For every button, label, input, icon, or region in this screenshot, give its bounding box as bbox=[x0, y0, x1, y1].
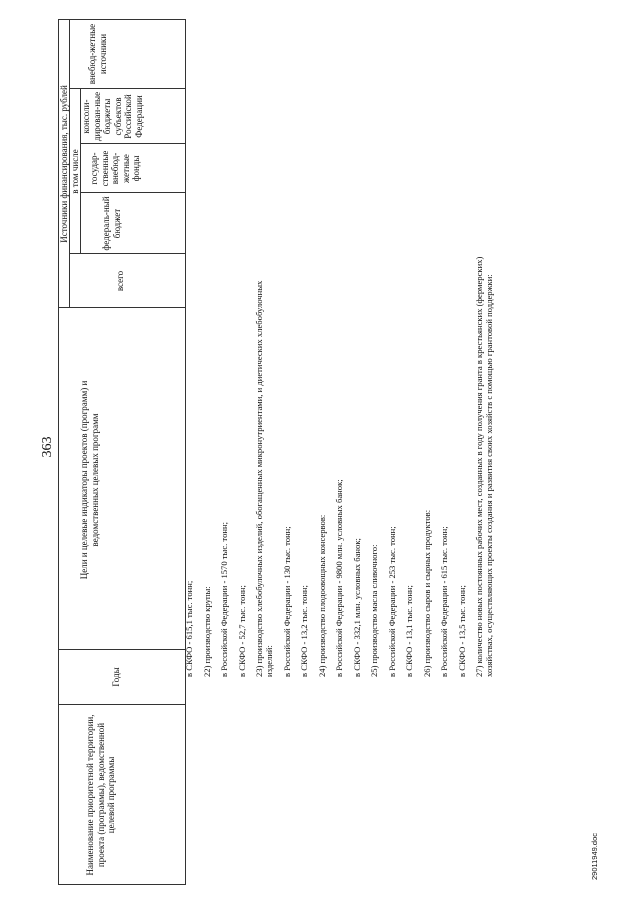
column-divider bbox=[80, 192, 185, 193]
column-divider bbox=[69, 88, 185, 89]
table-right-border bbox=[59, 19, 185, 20]
page-number: 363 bbox=[40, 436, 55, 458]
indicator-line: в Российской Федерации - 253 тыс. тонн; bbox=[386, 526, 397, 677]
column-divider bbox=[80, 143, 185, 144]
header-offbudget: внебюд-жетные источники bbox=[87, 23, 108, 85]
indicator-line: 27) количество новых постоянных рабочих мест, созданных в году получения гранта в крестьянских (фермерских) хозяйствах, осуществляющих проекты создания и развития своих хозяйств с помощью грантовой поддержки: bbox=[474, 256, 494, 677]
indicator-line: 26) производство сыров и сырных продуктов: bbox=[421, 509, 432, 677]
column-divider bbox=[59, 704, 185, 705]
header-financing-title: Источники финансирования, тыс. рублей bbox=[59, 85, 69, 243]
indicator-line: в Российской Федерации - 1570 тыс. тонн; bbox=[219, 522, 229, 677]
footer-doc-code: 29011949.doc bbox=[590, 833, 599, 880]
column-divider bbox=[59, 649, 185, 650]
indicator-line: 22) производство крупы: bbox=[201, 586, 212, 677]
indicators-text bbox=[184, 247, 494, 677]
header-state-funds: государ-ственные внебюд-жетные фонды bbox=[89, 150, 141, 187]
column-divider bbox=[59, 307, 185, 308]
indicator-line: в СКФО - 52,7 тыс. тонн; bbox=[236, 585, 247, 677]
header-including: в том числе bbox=[70, 149, 80, 194]
header-goals: Цели и целевые индикаторы проектов (программ) и ведомственных целевых программ bbox=[79, 380, 100, 580]
indicator-line: 24) производство плодоовощных консервов: bbox=[316, 514, 327, 677]
indicator-line: в Российской Федерации - 9800 млн. условных банок; bbox=[334, 479, 344, 677]
indicator-line: 25) производство масла сливочного: bbox=[369, 544, 379, 677]
indicator-line: в Российской Федерации - 130 тыс. тонн; bbox=[281, 526, 292, 677]
header-name: Наименование приоритетной территории, проекта (программы), ведомственной целевой программы bbox=[85, 714, 116, 876]
table-header bbox=[58, 19, 186, 885]
indicator-line: 23) производство хлебобулочных изделий, обогащенных микронутриентами, и диетических хлебобулочных изделий: bbox=[254, 280, 274, 677]
header-total: всего bbox=[115, 270, 125, 292]
indicator-line: в СКФО - 13,2 тыс. тонн; bbox=[299, 585, 309, 677]
indicator-line: в СКФО - 13,5 тыс. тонн; bbox=[456, 585, 467, 677]
header-regional-budgets: консоли-дирован-ные бюджеты субъектов Российской Федерации bbox=[81, 91, 144, 142]
indicator-line: в СКФО - 332,1 млн. условных банок; bbox=[351, 538, 362, 677]
header-federal-budget: федераль-ный бюджет bbox=[101, 196, 122, 251]
indicator-line: в СКФО - 13,1 тыс. тонн; bbox=[404, 585, 414, 677]
indicator-line: в Российской Федерации - 615 тыс. тонн; bbox=[439, 526, 449, 677]
table-left-border bbox=[59, 884, 185, 885]
header-years: Годы bbox=[111, 667, 121, 687]
indicator-line: в СКФО - 615,1 тыс. тонн; bbox=[184, 580, 194, 677]
column-divider bbox=[69, 253, 185, 254]
